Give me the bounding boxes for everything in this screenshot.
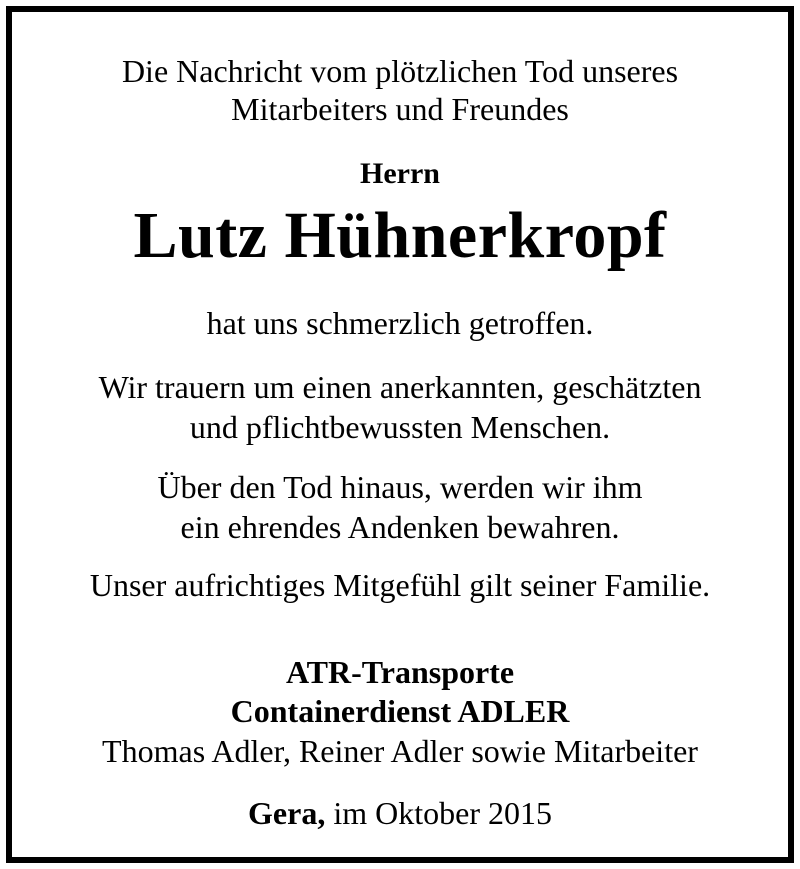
signatories: Thomas Adler, Reiner Adler sowie Mitarbeiter	[102, 733, 698, 769]
place-date	[12, 797, 788, 829]
company-name-2: Containerdienst ADLER	[230, 693, 570, 729]
mourning-line-1: Wir trauern um einen anerkannten, geschätzten	[98, 369, 702, 405]
memory-line-2: ein ehrendes Andenken bewahren.	[180, 509, 620, 545]
place: Gera,	[248, 795, 326, 831]
memory-line-1: Über den Tod hinaus, werden wir ihm	[157, 469, 643, 505]
obituary-notice	[6, 6, 794, 863]
company-name-1: ATR-Transporte	[285, 654, 515, 690]
mourning-line-2: und pflichtbewussten Menschen.	[189, 409, 611, 445]
date: im Oktober 2015	[333, 795, 552, 831]
salutation: Herrn	[360, 157, 440, 190]
deceased-name: Lutz Hühnerkropf	[133, 199, 667, 272]
intro-line-1: Die Nachricht vom plötzlichen Tod unseres	[121, 53, 679, 89]
intro-line-2: Mitarbeiters und Freundes	[231, 91, 569, 127]
message-line: hat uns schmerzlich getroffen.	[206, 305, 594, 341]
sympathy-line: Unser aufrichtiges Mitgefühl gilt seiner Familie.	[89, 567, 711, 603]
